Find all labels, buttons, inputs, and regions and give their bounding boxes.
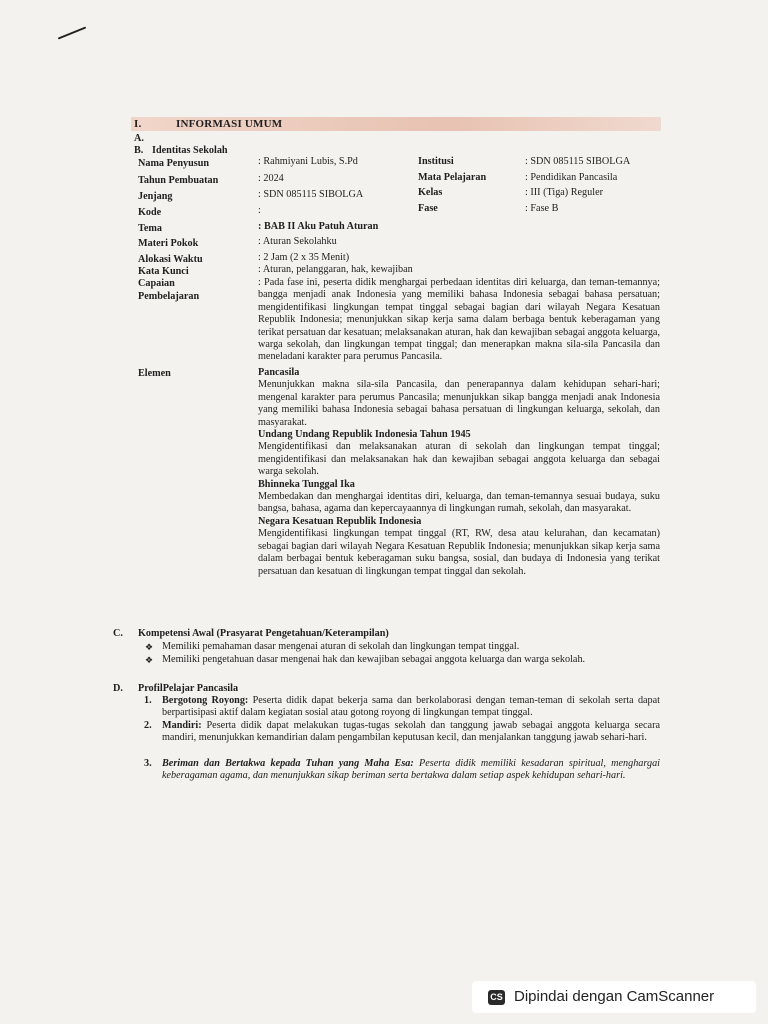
- section-title-text: INFORMASI UMUM: [176, 118, 283, 130]
- pen-mark: [58, 26, 87, 39]
- section-c-title: Kompetensi Awal (Prasyarat Pengetahuan/Keterampilan): [138, 628, 389, 639]
- camscanner-watermark: [472, 981, 756, 1013]
- label-mata-pelajaran: Mata Pelajaran: [418, 172, 487, 183]
- profil-item-1-text: Peserta didik dapat bekerja sama dan berkolaborasi dengan teman-teman di sekolah serta dapat berpartisipasi aktif dalam kegiatan sosial atau gotong royong di lingkungan tempat tinggal.: [162, 695, 661, 719]
- label-pembelajaran: Pembelajaran: [138, 291, 200, 302]
- value-fase: : Fase B: [525, 203, 559, 214]
- label-tema: Tema: [138, 223, 162, 234]
- elemen-text-nkri: Mengidentifikasi lingkungan tempat tinggal (RT, RW, desa atau kelurahan, dan kecamatan) sebagai bagian dari wilayah Negara Kesatuan Republik Indonesia; menunjukkan sikap kerja sama dalam berbagai bentuk keberagaman suku bangsa, sosial, dan budaya di Indonesia yang terikat persatuan dan kesatuan di lingkungan tempat tinggal dan sekolah.: [258, 528, 660, 577]
- elemen-title-nkri: Negara Kesatuan Republik Indonesia: [258, 515, 422, 527]
- value-tema: : BAB II Aku Patuh Aturan: [258, 221, 379, 232]
- profil-item-3-lead: Beriman dan Bertakwa kepada Tuhan yang Maha Esa:: [162, 758, 414, 769]
- value-nama-penyusun: : Rahmiyani Lubis, S.Pd: [258, 156, 358, 167]
- label-fase: Fase: [418, 203, 438, 214]
- profil-item-2-lead: Mandiri:: [162, 720, 202, 731]
- value-tahun-pembuatan: : 2024: [258, 173, 284, 184]
- label-kata-kunci: Kata Kunci: [138, 266, 189, 277]
- elemen-block: [258, 367, 660, 578]
- label-nama-penyusun: Nama Penyusun: [138, 158, 210, 169]
- profil-item-3-text: Peserta didik memiliki kesadaran spiritual, menghargai keberagaman agama, dan menunjukkan sikap beriman serta bertakwa dalam setiap aspek kehidupan sehari-hari.: [162, 758, 660, 782]
- sub-b-title: Identitas Sekolah: [152, 145, 228, 156]
- value-jenjang: : SDN 085115 SIBOLGA: [258, 189, 364, 200]
- value-mata-pelajaran: : Pendidikan Pancasila: [525, 172, 618, 183]
- section-c-letter: C.: [113, 628, 123, 639]
- value-kelas: : III (Tiga) Reguler: [525, 187, 603, 198]
- elemen-text-pancasila: Menunjukkan makna sila-sila Pancasila, dan penerapannya dalam kehidupan sehari-hari; mengenal karakter para perumus Pancasila; menunjukkan sikap bangga menjadi anak Indonesia yang memiliki bahasa Indonesia sebagai bahasa persatuan di lingkungan keluarga, sekolah, dan masyarakat.: [258, 379, 660, 428]
- section-d-title: ProfilPelajar Pancasila: [138, 683, 239, 694]
- profil-item-2-text: Peserta didik dapat melakukan tugas-tugas sekolah dan tanggung jawab sebagai anggota keluarga secara mandiri, menunjukkan kemandirian dalam pengambilan keputusan kecil, dan menjalankan tanggung jawab sehari-hari.: [162, 720, 660, 744]
- section-c-item-2: Memiliki pengetahuan dasar mengenai hak dan kewajiban sebagai anggota keluarga dan warga sekolah.: [162, 654, 586, 665]
- label-materi-pokok: Materi Pokok: [138, 238, 199, 249]
- label-institusi: Institusi: [418, 156, 454, 167]
- value-kode: :: [258, 205, 261, 216]
- label-jenjang: Jenjang: [138, 191, 173, 202]
- value-materi-pokok: : Aturan Sekolahku: [258, 236, 337, 247]
- value-kata-kunci: : Aturan, pelanggaran, hak, kewajiban: [258, 264, 413, 275]
- profil-item-3: [162, 758, 660, 783]
- elemen-title-bhinneka: Bhinneka Tunggal Ika: [258, 478, 355, 490]
- elemen-text-uud: Mengidentifikasi dan melaksanakan aturan di sekolah dan lingkungan tempat tinggal; mengidentifikasi dan melaksanakan hak dan kewajiban sebagai anggota keluarga dan sebagai warga sekolah.: [258, 441, 660, 478]
- section-c-item-1: Memiliki pemahaman dasar mengenai aturan di sekolah dan lingkungan tempat tinggal.: [162, 641, 520, 652]
- diamond-bullet-icon: ❖: [145, 642, 154, 652]
- value-alokasi-waktu: : 2 Jam (2 x 35 Menit): [258, 252, 350, 263]
- profil-item-2-number: 2.: [144, 720, 152, 731]
- elemen-title-uud: Undang Undang Republik Indonesia Tahun 1945: [258, 429, 471, 441]
- elemen-text-bhinneka: Membedakan dan menghargai identitas diri, keluarga, dan teman-temannya sesuai budaya, suku bangsa, bahasa, agama dan kepercayaannya di lingkungan rumah, sekolah, dan masyarakat.: [258, 491, 660, 515]
- label-kelas: Kelas: [418, 187, 443, 198]
- camscanner-logo-icon: CS: [488, 990, 505, 1005]
- diamond-bullet-icon: ❖: [145, 655, 154, 665]
- label-kode: Kode: [138, 207, 162, 218]
- section-title: [134, 118, 282, 130]
- profil-item-1-number: 1.: [144, 695, 152, 706]
- elemen-title-pancasila: Pancasila: [258, 367, 300, 378]
- camscanner-text: Dipindai dengan CamScanner: [514, 988, 715, 1005]
- sub-b-letter: B.: [134, 145, 144, 156]
- profil-item-1-lead: Bergotong Royong:: [162, 695, 249, 706]
- label-elemen: Elemen: [138, 368, 171, 379]
- label-capaian: Capaian: [138, 278, 175, 289]
- profil-item-2: [162, 720, 660, 745]
- label-tahun-pembuatan: Tahun Pembuatan: [138, 175, 219, 186]
- value-institusi: : SDN 085115 SIBOLGA: [525, 156, 631, 167]
- label-alokasi-waktu: Alokasi Waktu: [138, 254, 203, 265]
- sub-a-letter: A.: [134, 133, 144, 144]
- profil-item-1: [162, 695, 660, 720]
- capaian-text: : Pada fase ini, peserta didik menghargai perbedaan identitas diri keluarga, dan teman-temannya; bangga menjadi anak Indonesia yang memiliki bahasa Indonesia sebagai bahasa persatuan; mengidentifikasi lingkungan tempat tinggal sebagai bagian dari wilayah Negara Kesatuan Republik Indonesia; menunjukkan sikap kerja sama dalam berbaga bentuk keberagaman yang terikat persatuan dar kesatuan; melaksanakan aturan, hak dan kewajiban sebagai anggota keluarga, warga sekolah, dan lingkungan tempat tinggal; dan menerapkan makna sila-sila Pancasila dan meneladani karakter para perumus Pancasila.: [258, 277, 660, 363]
- section-d-letter: D.: [113, 683, 123, 694]
- profil-item-3-number: 3.: [144, 758, 152, 769]
- section-number: I.: [134, 118, 142, 130]
